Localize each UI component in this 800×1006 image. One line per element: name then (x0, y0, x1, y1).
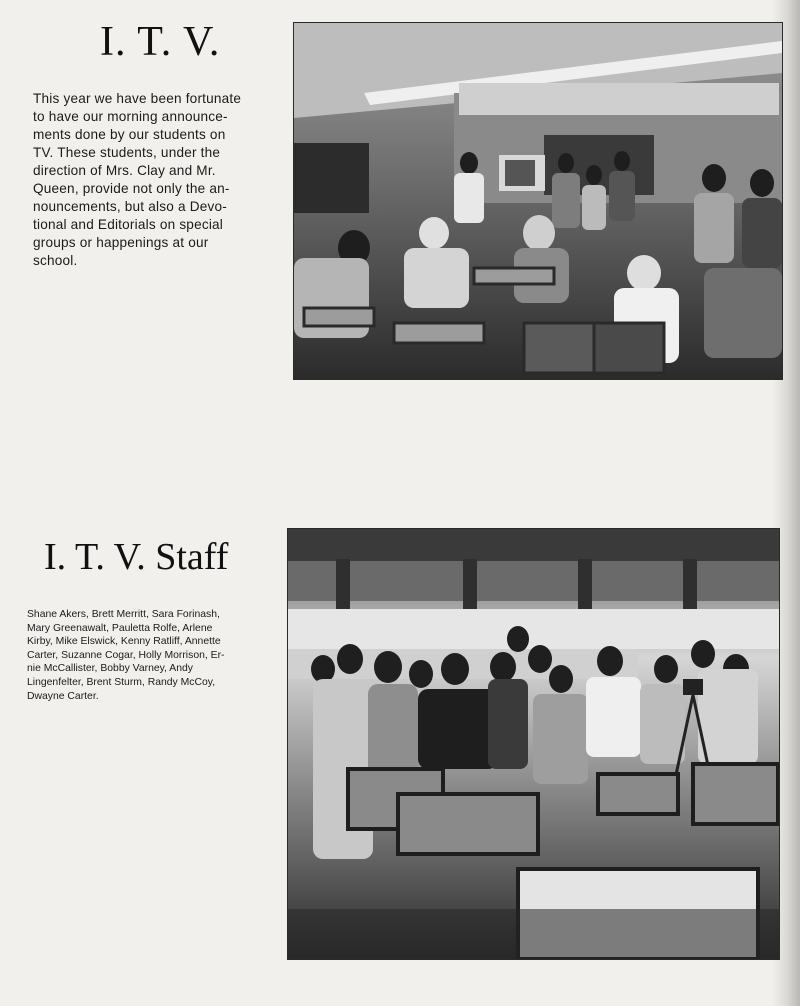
staff-line: Carter, Suzanne Cogar, Holly Morrison, Er- (27, 649, 225, 661)
description-line: direction of Mrs. Clay and Mr. (33, 163, 216, 178)
staff-line: Lingenfelter, Brent Sturm, Randy McCoy, (27, 676, 216, 688)
description-line: TV. These students, under the (33, 145, 221, 160)
staff-section-title: I. T. V. Staff (44, 536, 229, 578)
classroom-broadcast-photo (293, 22, 783, 380)
description-line: school. (33, 253, 78, 268)
description-line: groups or happenings at our (33, 235, 209, 250)
staff-line: nie McCallister, Bobby Varney, Andy (27, 663, 193, 675)
description-line: ments done by our students on (33, 127, 226, 142)
description-line: Queen, provide not only the an- (33, 181, 230, 196)
staff-line: Mary Greenawalt, Pauletta Rolfe, Arlene (27, 622, 213, 634)
description-line: to have our morning announce- (33, 109, 228, 124)
staff-names-paragraph (27, 608, 267, 703)
staff-line: Kirby, Mike Elswick, Kenny Ratliff, Annette (27, 636, 221, 648)
staff-line: Dwayne Carter. (27, 690, 99, 702)
description-line: tional and Editorials on special (33, 217, 224, 232)
description-line: This year we have been fortunate (33, 91, 242, 106)
description-line: nouncements, but also a Devo- (33, 199, 227, 214)
page-title: I. T. V. (100, 19, 221, 65)
staff-group-photo (287, 528, 780, 960)
description-paragraph (33, 90, 271, 270)
staff-line: Shane Akers, Brett Merritt, Sara Forinash, (27, 609, 220, 620)
